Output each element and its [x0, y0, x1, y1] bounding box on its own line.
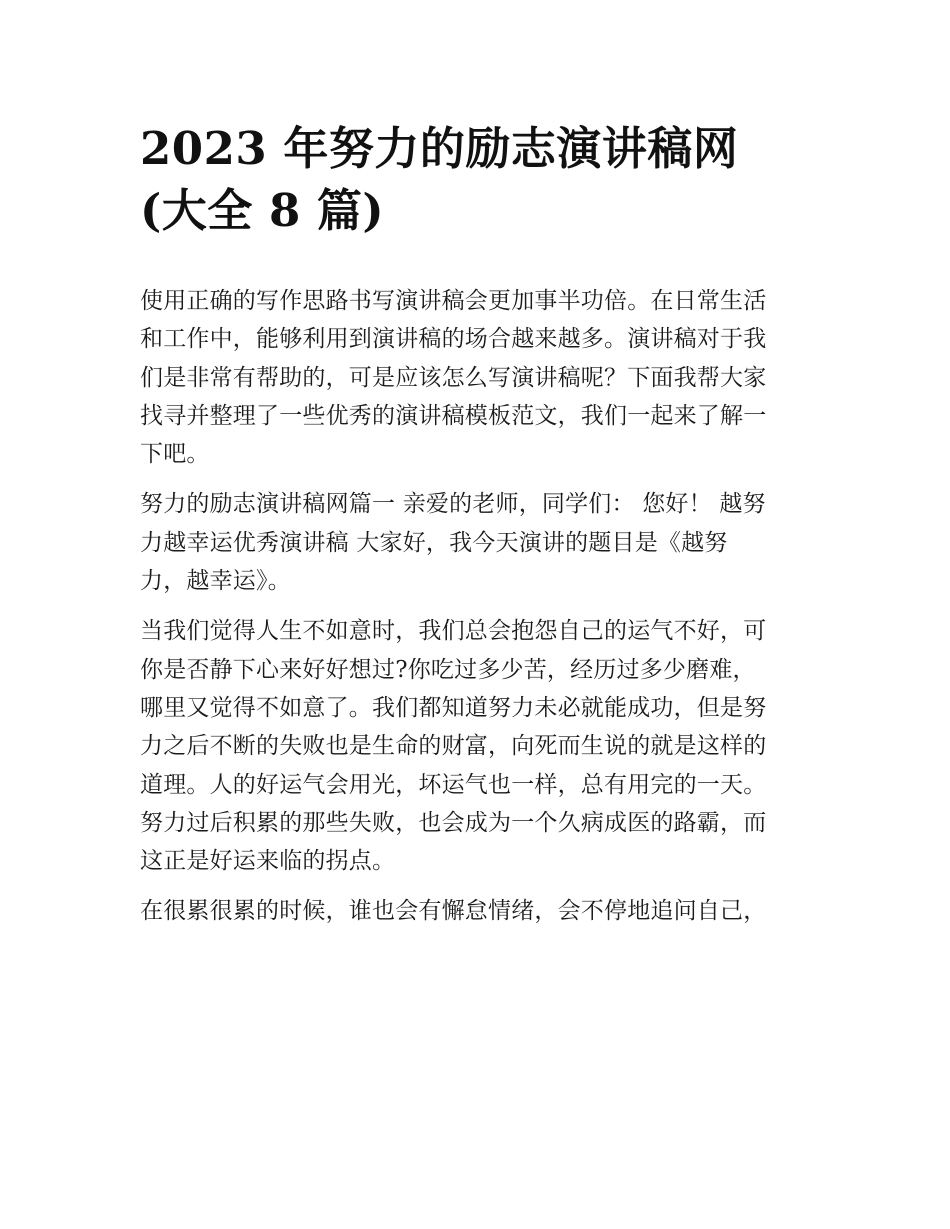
title-line: (大全 8 篇): [140, 184, 385, 237]
text-line: 找寻并整理了一些优秀的演讲稿模板范文，我们一起来了解一: [140, 402, 767, 429]
text-line: 道理。人的好运气会用光，坏运气也一样，总有用完的一天。: [140, 771, 767, 798]
text-line: 哪里又觉得不如意了。我们都知道努力未必就能成功，但是努: [140, 694, 767, 721]
document-title: [140, 118, 820, 242]
paragraph-closing: [140, 892, 820, 930]
paragraph-section-one: [140, 485, 820, 600]
paragraph-intro: [140, 282, 820, 473]
text-line: 当我们觉得人生不如意时，我们总会抱怨自己的运气不好，可: [140, 618, 767, 645]
text-line: 力之后不断的失败也是生命的财富，向死而生说的就是这样的: [140, 733, 767, 760]
text-line: 下吧。: [140, 441, 210, 468]
text-line: 在很累很累的时候，谁也会有懈怠情绪，会不停地追问自己，: [140, 898, 767, 925]
text-line: 们是非常有帮助的，可是应该怎么写演讲稿呢？下面我帮大家: [140, 364, 767, 391]
text-line: 力，越幸运》。: [140, 568, 291, 595]
text-line: 使用正确的写作思路书写演讲稿会更加事半功倍。在日常生活: [140, 288, 767, 314]
text-line: 这正是好运来临的拐点。: [140, 848, 396, 875]
text-line: 和工作中，能够利用到演讲稿的场合越来越多。演讲稿对于我: [140, 326, 767, 353]
text-line: 你是否静下心来好好想过?你吃过多少苦，经历过多少磨难，: [140, 656, 756, 683]
text-line: 努力过后积累的那些失败，也会成为一个久病成医的路霸，而: [140, 809, 767, 836]
document-body: [140, 282, 820, 931]
paragraph-body: [140, 612, 820, 880]
title-line: 2023 年努力的励志演讲稿网: [140, 122, 739, 175]
text-line: 力越幸运优秀演讲稿 大家好，我今天演讲的题目是《越努: [140, 529, 728, 556]
text-line: 努力的励志演讲稿网篇一 亲爱的老师，同学们： 您好！ 越努: [140, 491, 766, 518]
